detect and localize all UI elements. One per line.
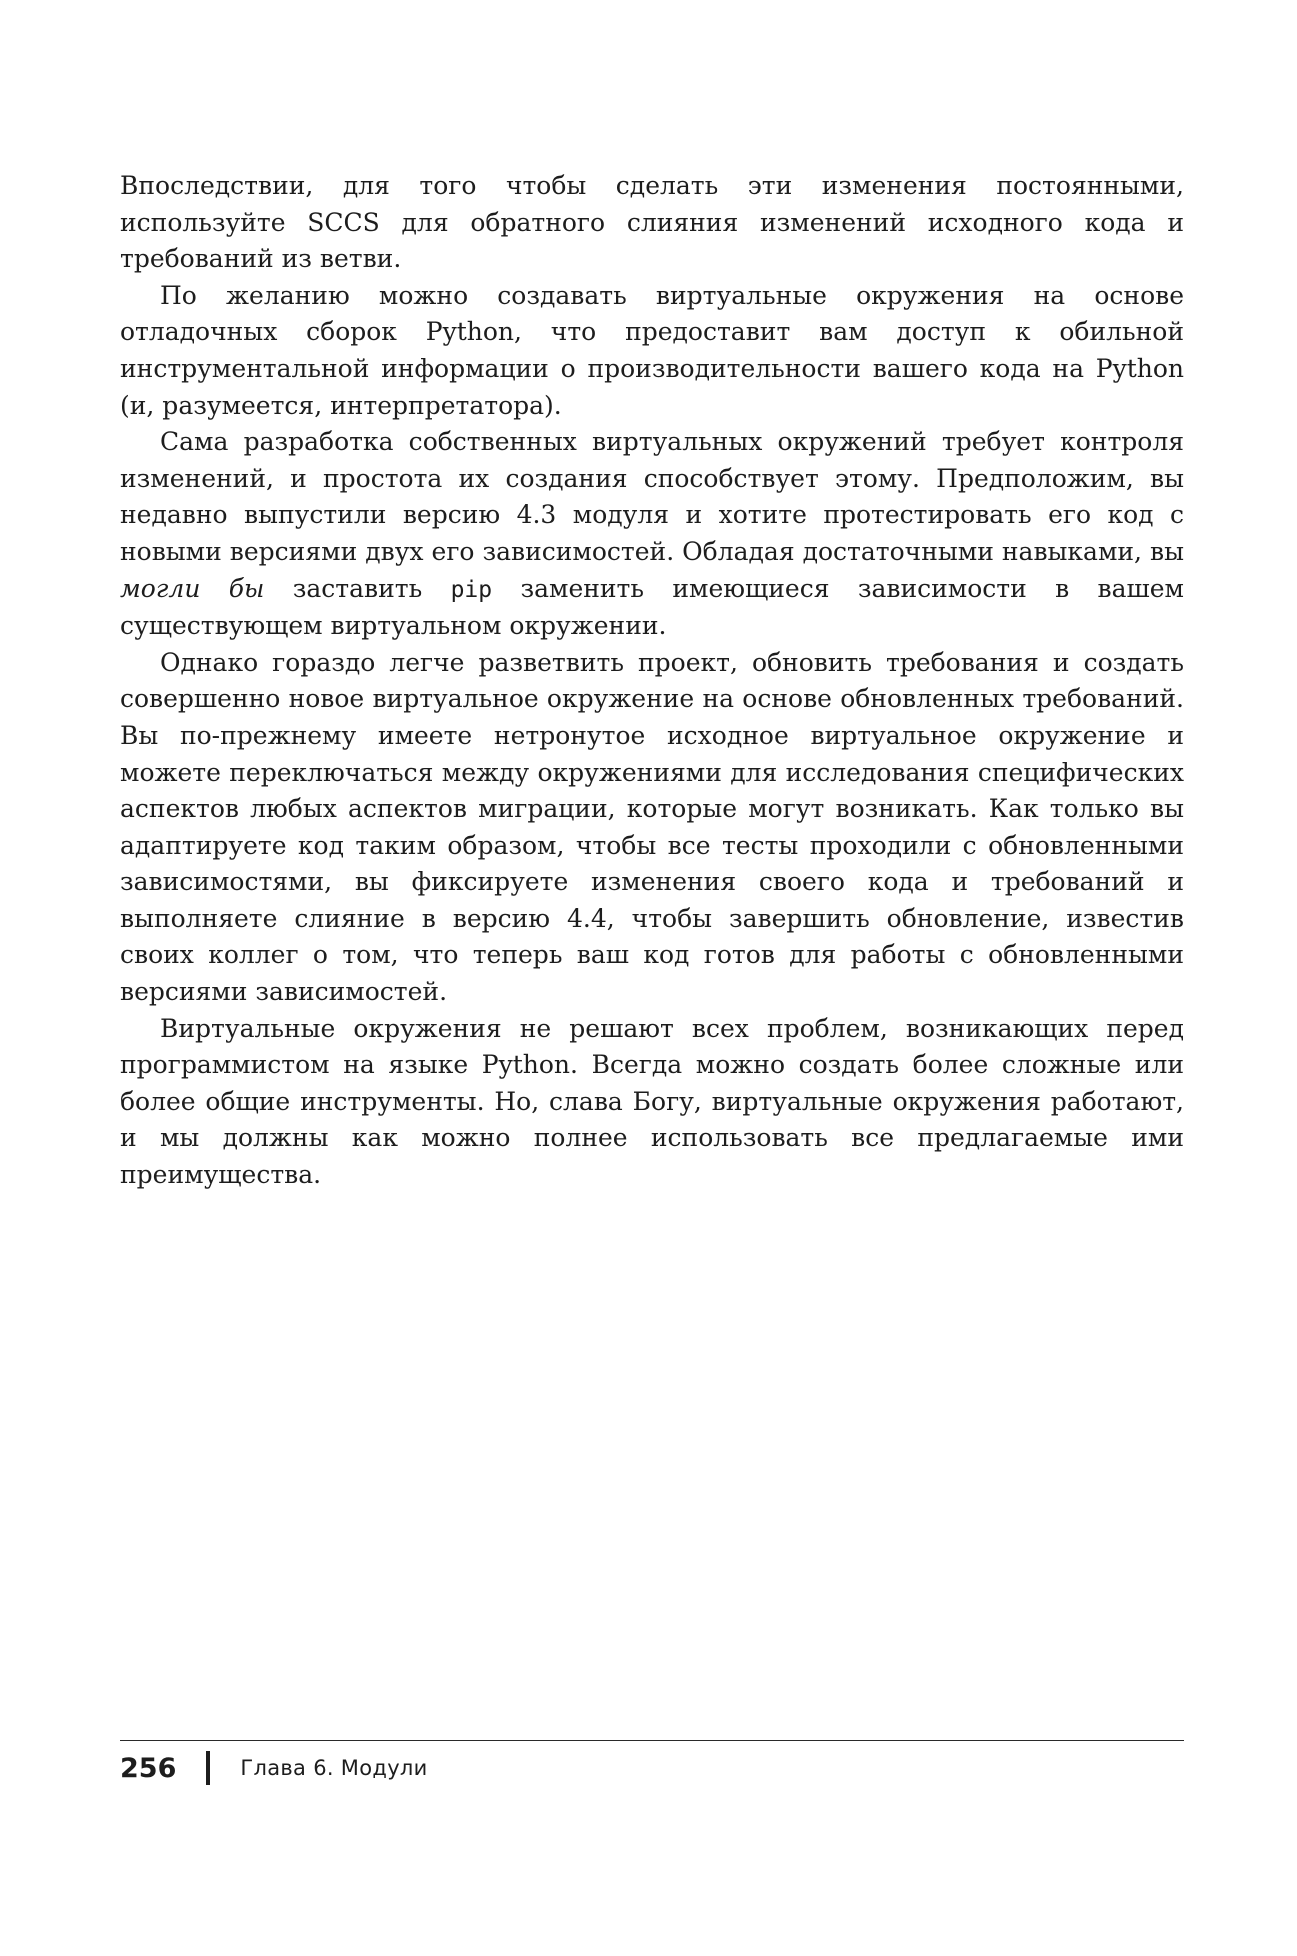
paragraph-branching: Однако гораздо легче разветвить проект, обновить требования и создать совершенно новое виртуальное окружение на основе обновленных требований. Вы по-прежнему имеете нетронутое исходное виртуальное окружение и можете переключаться между окружениями для исследования специфических аспектов любых аспектов миграции, которые могут возникать. Как только вы адаптируете код таким образом, чтобы все тесты проходили с обновленными зависимостями, вы фиксируете изменения своего кода и требований и выполняете слияние в версию 4.4, чтобы завершить обновление, известив своих коллег о том, что теперь ваш код готов для работы с обновленными версиями зависимостей. — [120, 647, 1184, 1007]
footer-separator-bar — [206, 1751, 210, 1785]
paragraph-continuation: Впоследствии, для того чтобы сделать эти изменения постоянными, используйте SCCS для обратного слияния изменений исходного кода и требований из ветви. — [120, 171, 1184, 274]
paragraph-version-control — [120, 424, 1184, 645]
body-text — [120, 168, 1184, 1194]
paragraph-conclusion: Виртуальные окружения не решают всех проблем, возникающих перед программистом на языке Python. Всегда можно создать более сложные или более общие инструменты. Но, слава Богу, виртуальные окружения работают, и мы должны как можно полнее использовать все предлагаемые ими преимущества. — [120, 1013, 1184, 1190]
inline-code: pip — [450, 576, 493, 603]
page-number: 256 — [120, 1752, 177, 1784]
paragraph-text-segment: Сама разработка собственных виртуальных окружений требует контроля изменений, и простота их создания способствует этому. Предположим, вы недавно выпустили версию 4.3 модуля и хотите протестировать его код с новыми версиями двух его зависимостей. Обладая достаточными навыками, вы — [120, 427, 1184, 566]
footer-divider — [120, 1740, 1184, 1741]
paragraph-text-segment: заставить — [264, 573, 451, 603]
paragraph-debug-builds: По желанию можно создавать виртуальные окружения на основе отладочных сборок Python, что предоставит вам доступ к обильной инструментальной информации о производительности вашего кода на Python (и, разумеется, интерпретатора). — [120, 280, 1184, 420]
page-footer — [120, 1748, 428, 1788]
running-chapter-title: Глава 6. Модули — [240, 1756, 428, 1780]
emphasis-text: могли бы — [120, 573, 265, 603]
paragraph-text-segment: заменить имеющиеся зависимости в вашем существующем виртуальном окружении. — [120, 573, 1184, 641]
